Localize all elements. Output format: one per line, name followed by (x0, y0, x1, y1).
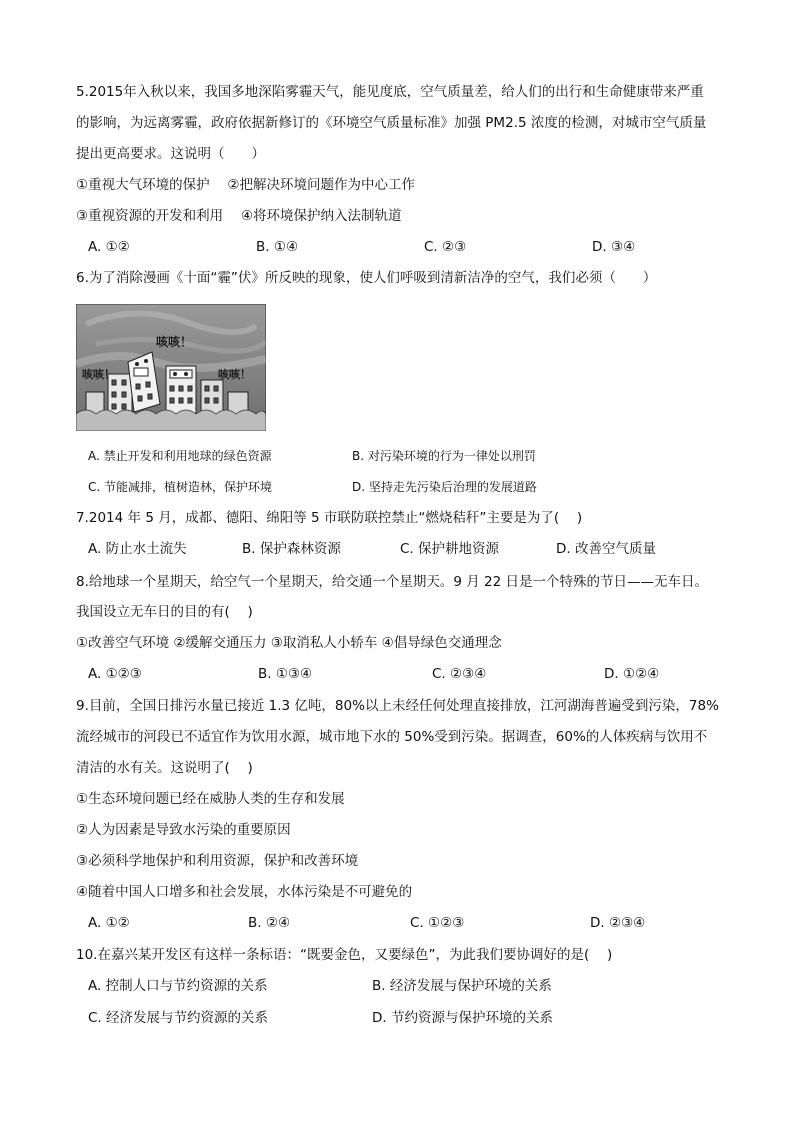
q9-stem-line-2: 流经城市的河段已不适宜作为饮用水源，城市地下水的 50%受到污染。据调查，60%的人体疾病与饮用不 (76, 729, 708, 745)
q10-option-a[interactable]: A. 控制人口与节约资源的关系 (88, 978, 268, 994)
q7-option-a[interactable]: A. 防止水土流失 (88, 541, 187, 557)
q9-option-b[interactable]: B. ②④ (248, 915, 291, 931)
q6-option-c[interactable]: C. 节能减排，植树造林，保护环境 (88, 480, 273, 494)
q10-stem: 10.在嘉兴某开发区有这样一条标语：“既要金色，又要绿色”，为此我们要协调好的是( ) (76, 947, 613, 963)
q8-stem-line-1: 8.给地球一个星期天，给空气一个星期天，给交通一个星期天。9 月 22 日是一个特殊的节日——无车日。 (76, 574, 709, 590)
q8-option-a[interactable]: A. ①②③ (88, 666, 142, 682)
q10-option-c[interactable]: C. 经济发展与节约资源的关系 (88, 1010, 269, 1026)
q7-option-c[interactable]: C. 保护耕地资源 (400, 541, 500, 557)
q8-option-d[interactable]: D. ①②④ (604, 666, 660, 682)
q7-option-d[interactable]: D. 改善空气质量 (556, 541, 656, 557)
q9-stem-line-3: 清洁的水有关。这说明了( ) (76, 760, 253, 776)
q9-option-d[interactable]: D. ②③④ (590, 915, 646, 931)
cartoon-cough-top: 咳咳！ (156, 335, 193, 349)
cartoon-cough-right: 咳咳！ (218, 368, 251, 381)
q9-statement-2: ②人为因素是导致水污染的重要原因 (76, 822, 291, 838)
cartoon-cough-left: 咳咳！ (82, 368, 115, 381)
q5-stem-line-1: 5.2015年入秋以来，我国多地深陷雾霾天气，能见度底，空气质量差，给人们的出行和生命健康带来严重 (76, 84, 704, 100)
q5-stem-line-3: 提出更高要求。这说明（ ） (76, 146, 265, 162)
q6-option-d[interactable]: D. 坚持走先污染后治理的发展道路 (352, 480, 537, 494)
q5-statements-1: ①重视大气环境的保护 ②把解决环境问题作为中心工作 (76, 177, 415, 193)
q9-statement-1: ①生态环境问题已经在威胁人类的生存和发展 (76, 791, 345, 807)
q6-option-b[interactable]: B. 对污染环境的行为一律处以刑罚 (352, 449, 536, 463)
q9-stem-line-1: 9.目前，全国日排污水量已接近 1.3 亿吨，80%以上未经任何处理直接排放，江河湖海普遍受到污染，78% (76, 698, 719, 714)
q10-option-d[interactable]: D. 节约资源与保护环境的关系 (372, 1010, 553, 1026)
q5-option-b[interactable]: B. ①④ (256, 239, 299, 255)
q7-stem: 7.2014 年 5 月，成都、德阳、绵阳等 5 市联防联控禁止“燃烧秸秆”主要是为了( ) (76, 510, 583, 526)
q6-stem: 6.为了消除漫画《十面“霾”伏》所反映的现象，使人们呼吸到清新洁净的空气，我们必须（ ） (76, 270, 657, 286)
q8-option-b[interactable]: B. ①③④ (258, 666, 313, 682)
q5-statements-2: ③重视资源的开发和利用 ④将环境保护纳入法制轨道 (76, 208, 402, 224)
smog-cartoon-image (76, 304, 266, 431)
q6-option-a[interactable]: A. 禁止开发和利用地球的绿色资源 (88, 449, 272, 463)
q10-option-b[interactable]: B. 经济发展与保护环境的关系 (372, 978, 552, 994)
q9-option-c[interactable]: C. ①②③ (410, 915, 465, 931)
building-right (166, 366, 196, 416)
q9-option-a[interactable]: A. ①② (88, 915, 130, 931)
q8-option-c[interactable]: C. ②③④ (432, 666, 487, 682)
q5-option-a[interactable]: A. ①② (88, 239, 130, 255)
q5-option-d[interactable]: D. ③④ (592, 239, 636, 255)
q5-option-c[interactable]: C. ②③ (424, 239, 467, 255)
q8-statements: ①改善空气环境 ②缓解交通压力 ③取消私人小轿车 ④倡导绿色交通理念 (76, 635, 502, 651)
q5-stem-line-2: 的影响，为远离雾霾，政府依据新修订的《环境空气质量标准》加强 PM2.5 浓度的检测，对城市空气质量 (76, 115, 707, 131)
q7-option-b[interactable]: B. 保护森林资源 (242, 541, 341, 557)
q8-stem-line-2: 我国设立无车日的目的有( ) (76, 604, 253, 620)
q9-statement-3: ③必须科学地保护和利用资源，保护和改善环境 (76, 853, 359, 869)
q9-statement-4: ④随着中国人口增多和社会发展，水体污染是不可避免的 (76, 884, 413, 900)
